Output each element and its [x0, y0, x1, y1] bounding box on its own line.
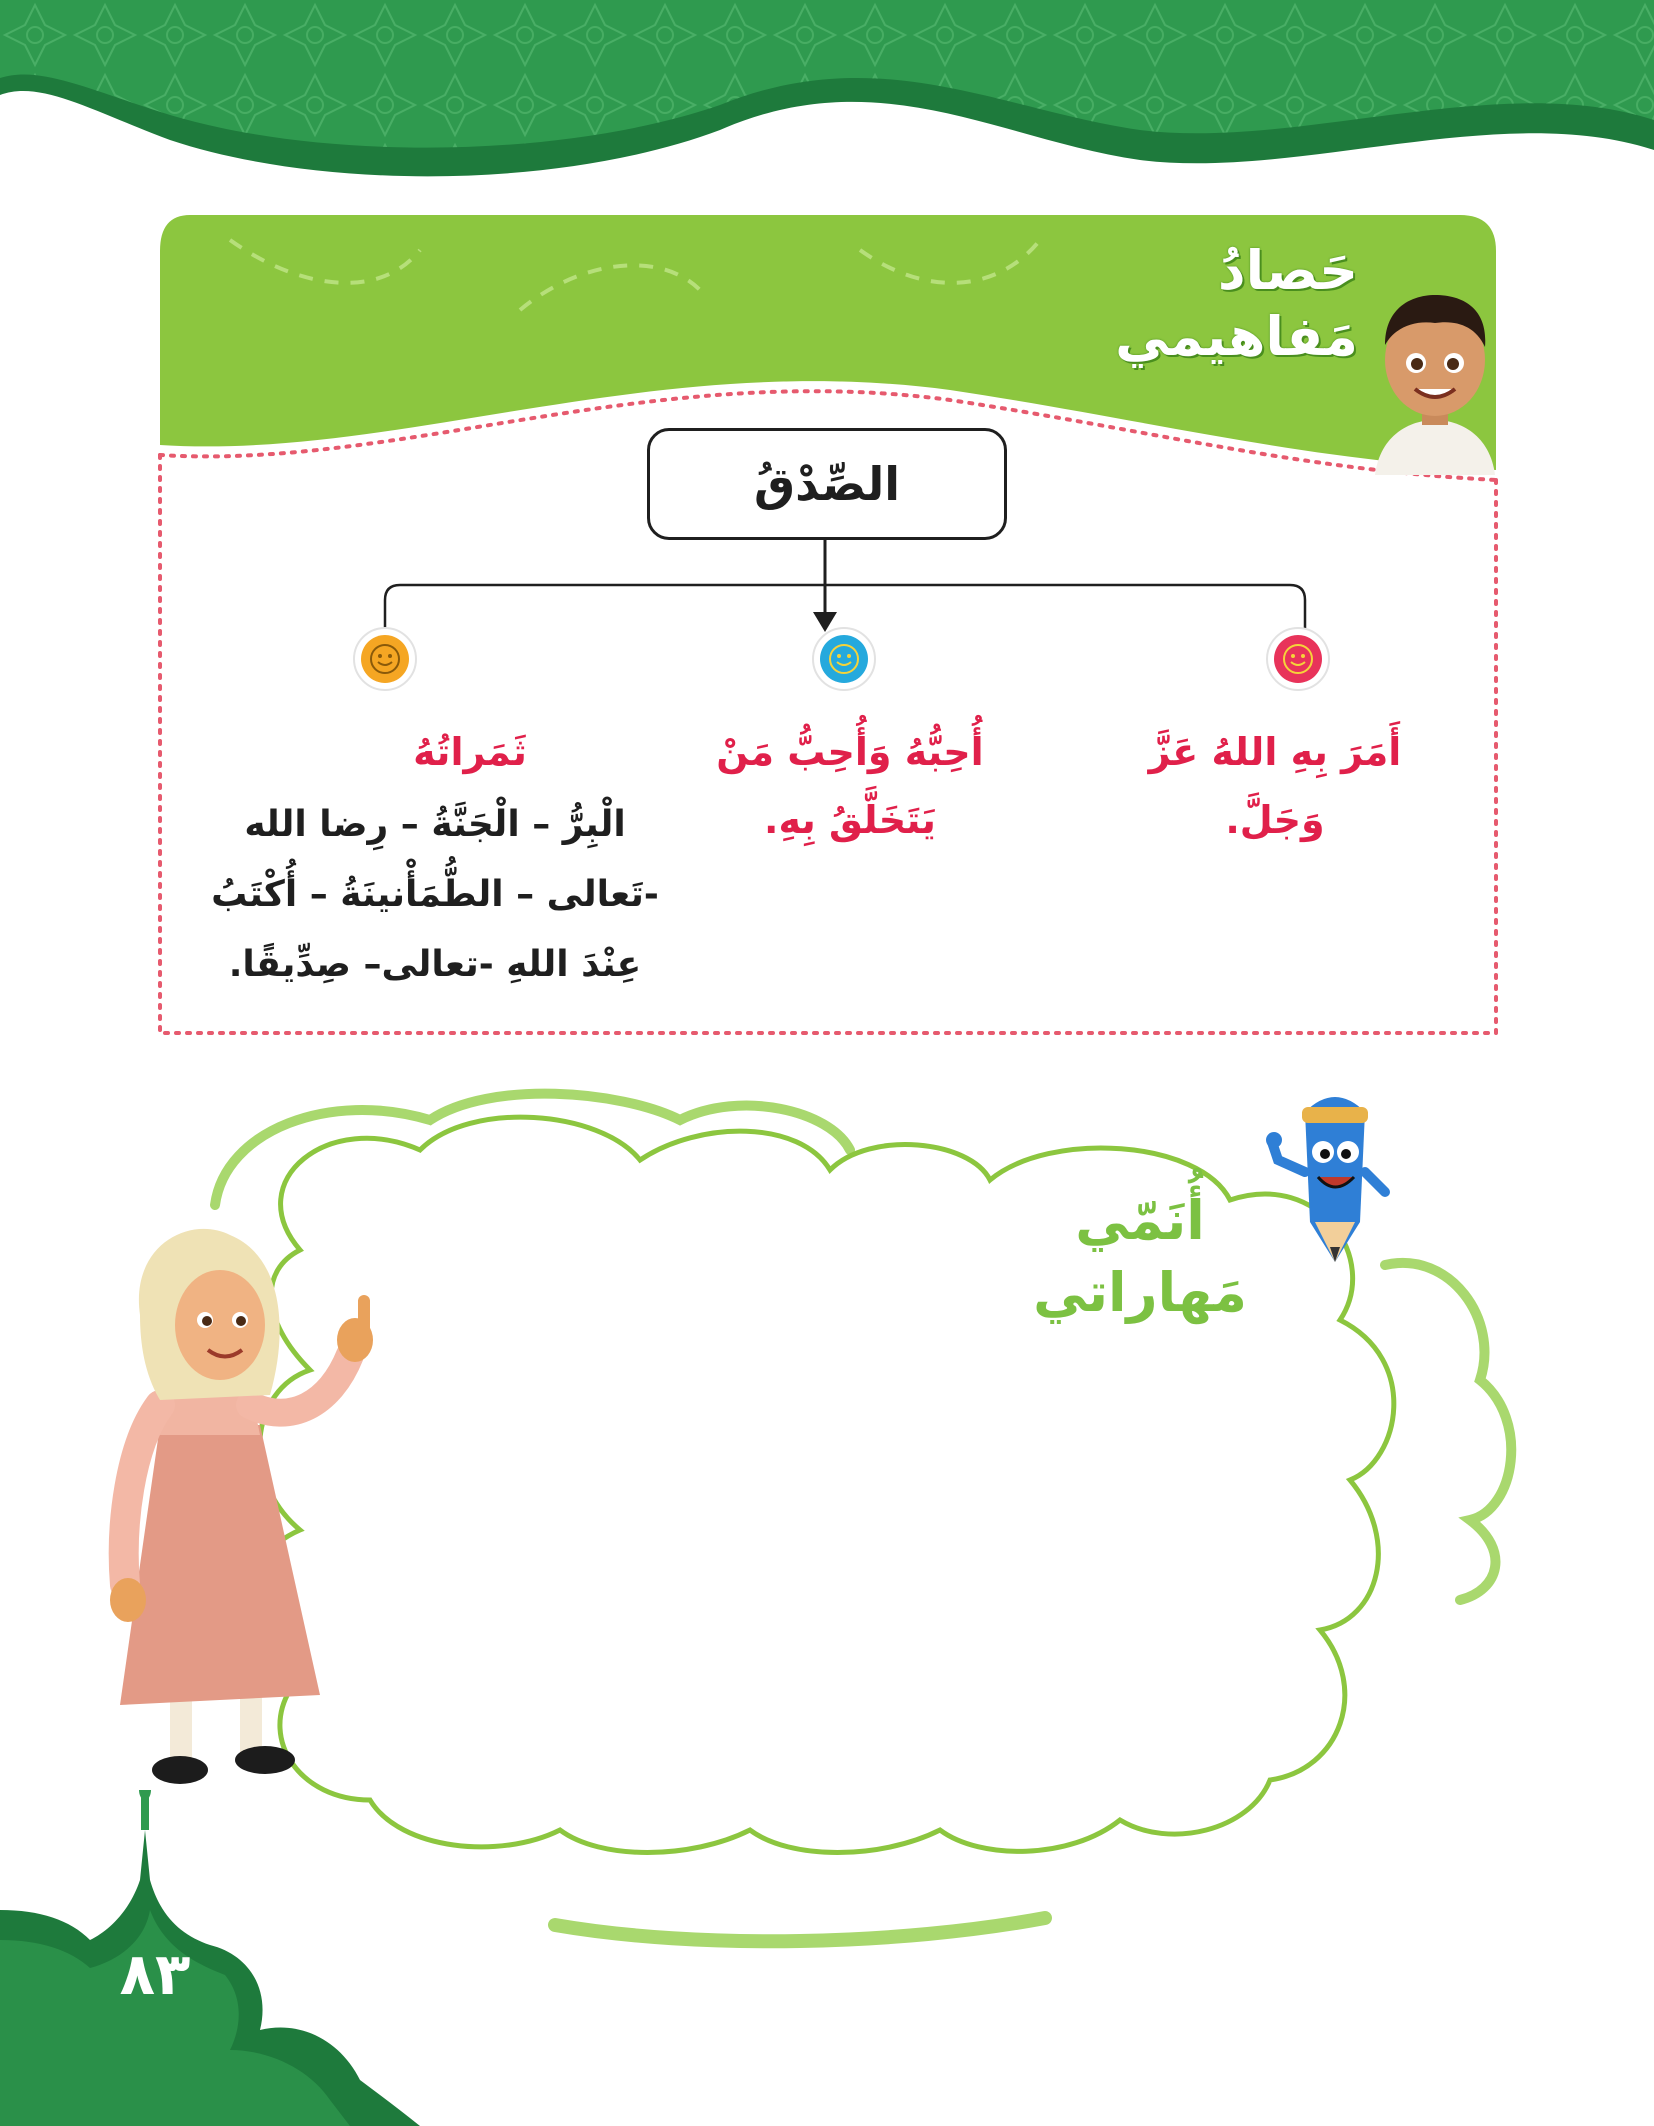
- mosque-dome-icon: [0, 1790, 420, 2126]
- girl-character-illustration: [100, 1225, 400, 1805]
- branch-fruits-heading: ثَمَراتُهُ: [413, 730, 527, 774]
- branch-commanded-by-god: أَمَرَ بِهِ اللهُ عَزَّ وَجَلَّ.: [1148, 730, 1402, 842]
- branch-fruits-list: الْبِرُّ – الْجَنَّةُ – رِضا الله -تَعالى – الطُّمَأْنينَةُ – أُكْتَبُ عِنْدَ اللهِ -تعالى– صِدِّيقًا.: [211, 804, 659, 985]
- pencil-mascot-icon: [1260, 1072, 1400, 1272]
- panel-title-line2: مَفاهيمي: [1115, 305, 1358, 368]
- concept-root-label: الصِّدْقُ: [753, 457, 901, 511]
- skills-title: [1010, 1185, 1270, 1329]
- skills-title-line1: أُنَمّي: [1075, 1189, 1205, 1252]
- skills-title-line2: مَهاراتي: [1033, 1261, 1247, 1324]
- branch-love-honesty: أُحِبُّهُ وَأُحِبُّ مَنْ يَتَخَلَّقُ بِهِ.: [716, 730, 984, 842]
- panel-title-line1: حَصادُ: [1217, 239, 1358, 302]
- page-number: ٨٣: [119, 1940, 191, 2008]
